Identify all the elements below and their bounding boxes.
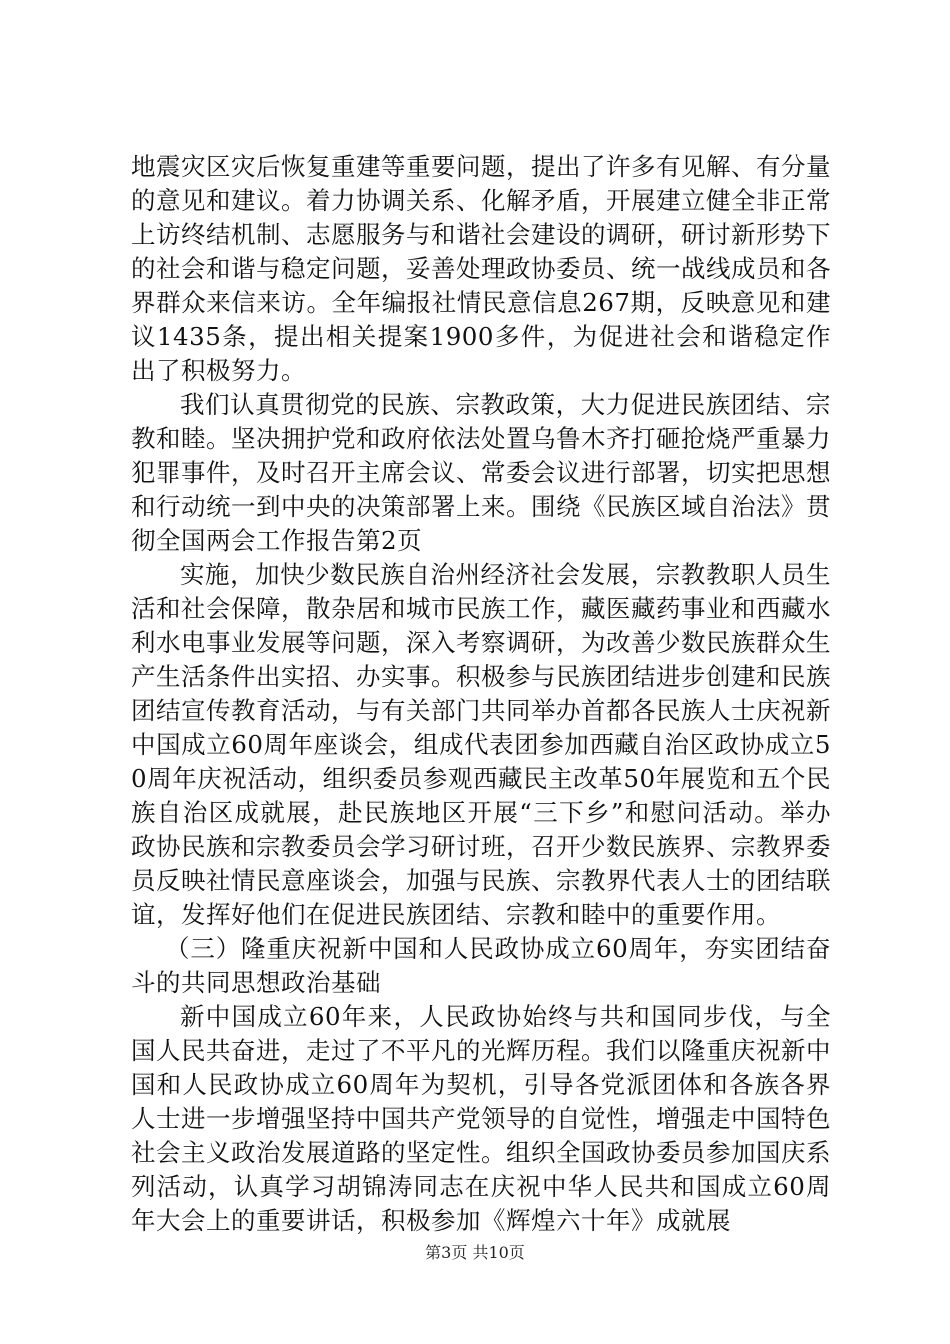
section-heading-three: （三）隆重庆祝新中国和人民政协成立60周年，夯实团结奋斗的共同思想政治基础	[131, 934, 831, 997]
page-footer	[0, 1243, 950, 1263]
paragraph-implementation: 实施，加快少数民族自治州经济社会发展，宗教教职人员生活和社会保障，散杂居和城市民族工作，藏医藏药事业和西藏水利水电事业发展等问题，深入考察调研，为改善少数民族群众生产生活条件出实招、办实事。积极参与民族团结进步创建和民族团结宣传教育活动，与有关部门共同举办首都各民族人士庆祝新中国成立60周年座谈会，组成代表团参加西藏自治区政协成立50周年庆祝活动，组织委员参观西藏民主改革50年展览和五个民族自治区成就展，赴民族地区开展“三下乡”和慰问活动。举办政协民族和宗教委员会学习研讨班，召开少数民族界、宗教界委员反映社情民意座谈会，加强与民族、宗教界代表人士的团结联谊，发挥好他们在促进民族团结、宗教和睦中的重要作用。	[131, 560, 831, 929]
page-number-label: 第3页 共10页	[425, 1243, 525, 1262]
paragraph-ethnic-religious-policy: 我们认真贯彻党的民族、宗教政策，大力促进民族团结、宗教和睦。坚决拥护党和政府依法处置乌鲁木齐打砸抢烧严重暴力犯罪事件，及时召开主席会议、常委会议进行部署，切实把思想和行动统一到中央的决策部署上来。围绕《民族区域自治法》贯彻全国两会工作报告第2页	[131, 390, 831, 555]
paragraph-60th-anniversary: 新中国成立60年来，人民政协始终与共和国同步伐，与全国人民共奋进，走过了不平凡的光辉历程。我们以隆重庆祝新中国和人民政协成立60周年为契机，引导各党派团体和各族各界人士进一步增强坚持中国共产党领导的自觉性，增强走中国特色社会主义政治发展道路的坚定性。组织全国政协委员参加国庆系列活动，认真学习胡锦涛同志在庆祝中华人民共和国成立60周年大会上的重要讲话，积极参加《辉煌六十年》成就展	[131, 1002, 831, 1235]
document-body	[131, 150, 831, 1238]
paragraph-continuation: 地震灾区灾后恢复重建等重要问题，提出了许多有见解、有分量的意见和建议。着力协调关系、化解矛盾，开展建立健全非正常上访终结机制、志愿服务与和谐社会建设的调研，研讨新形势下的社会和谐与稳定问题，妥善处理政协委员、统一战线成员和各界群众来信来访。全年编报社情民意信息267期，反映意见和建议1435条，提出相关提案1900多件，为促进社会和谐稳定作出了积极努力。	[131, 152, 831, 385]
